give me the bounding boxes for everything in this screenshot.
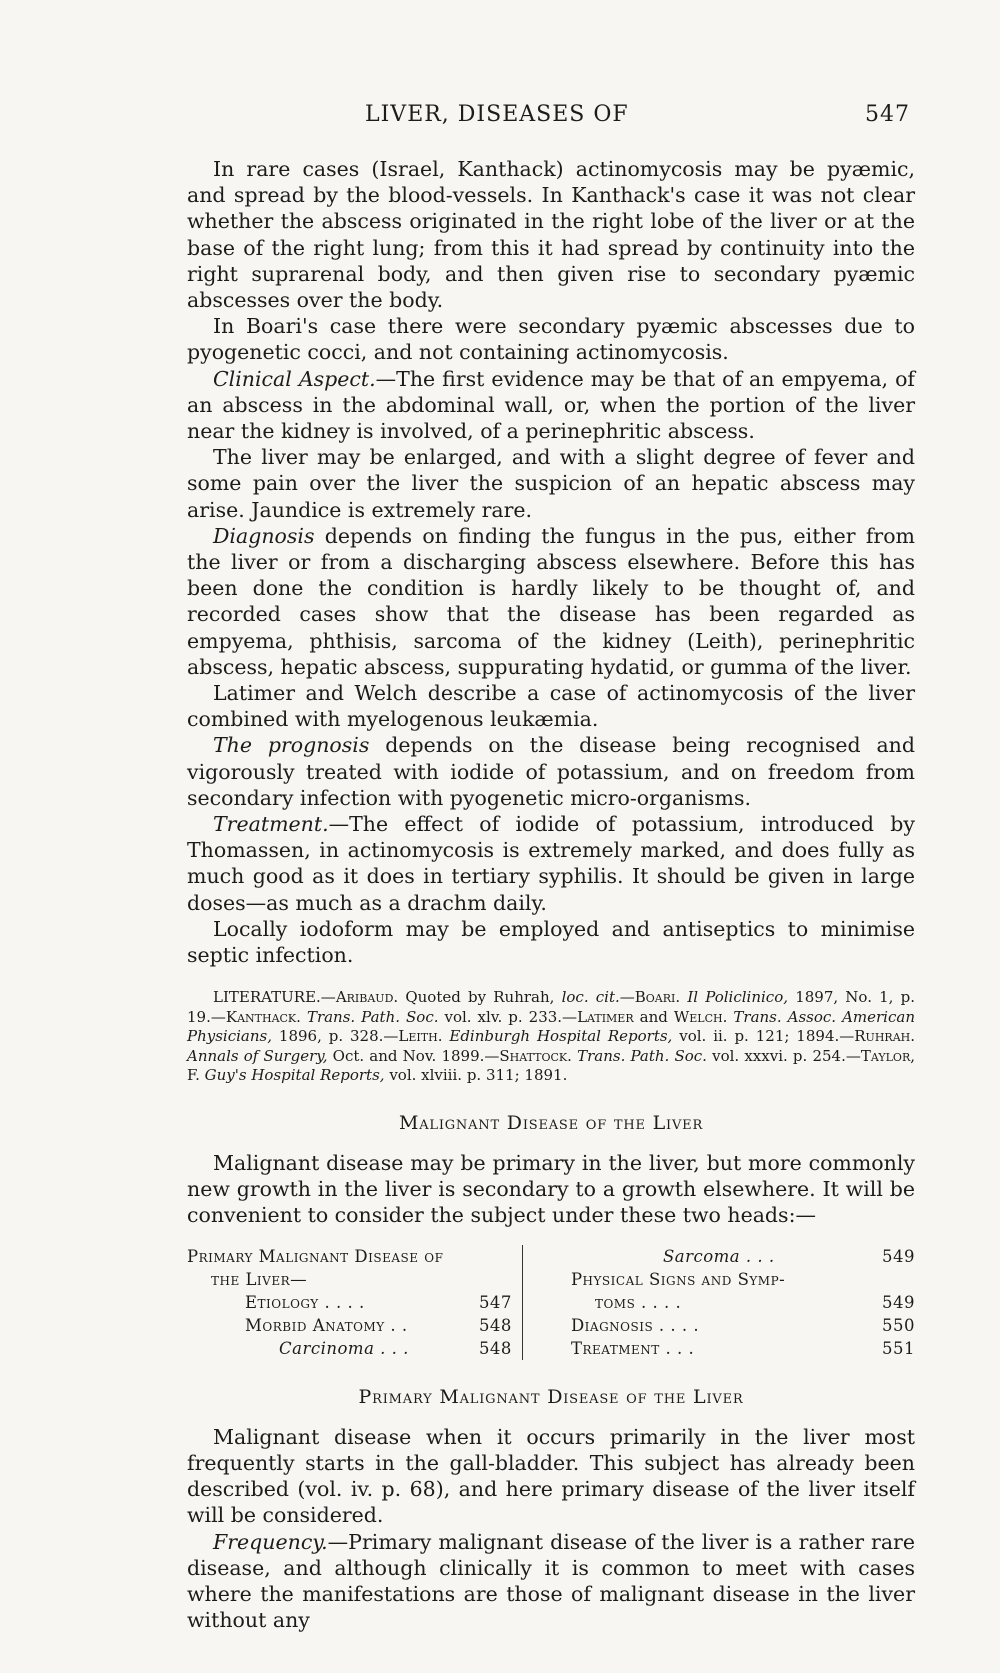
reference-segment: Kanthack. [225,1007,301,1026]
contents-entry-label: Physical Signs and Symp- [570,1269,786,1289]
reference-segment: Shattock. [499,1046,572,1065]
reference-segment: Edinburgh Hospital Reports, [449,1027,673,1046]
paragraph: In Boari's case there were secondary pyæmic abscesses due to pyogenetic cocci, and not containing actinomycosis. [187,314,915,365]
reference-segment: 1896, p. 328.— [272,1027,399,1046]
reference-segment: vol. xlv. p. 233.— [438,1007,578,1026]
contents-entry [187,1291,512,1314]
page-body [187,156,915,1633]
reference-segment: Boari. [634,988,681,1007]
paragraph: In rare cases (Israel, Kanthack) actinomycosis may be pyæmic, and spread by the blood-vessels. In Kanthack's case it was not clear whether the abscess originated in the right lobe of the liver or at the base of the right lung; from this it had spread by continuity into the right suprarenal body, and then given rise to secondary pyæmic abscesses over the body. [187,157,915,313]
contents-entry-page: 547 [478,1292,512,1312]
paragraph: Malignant disease when it occurs primarily in the liver most frequently starts in the gall-bladder. This subject has already been described (vol. iv. p. 68), and here primary disease of the liver itself will be considered. [187,1424,915,1528]
contents-entry-label: Morbid Anatomy . . [245,1315,408,1335]
contents-entry [187,1337,512,1360]
paragraph-text: —The first evidence may be that of an empyema, of an abscess in the abdominal wall, or, when the portion of the liver near the kidney is involved, of a perinephritic abscess. [187,366,915,444]
contents-entry-page: 548 [478,1338,512,1358]
contents-entry [571,1291,915,1314]
paragraph: The liver may be enlarged, and with a slight degree of fever and some pain over the liver the suspicion of an hepatic abscess may arise. Jaundice is extremely rare. [187,445,915,522]
contents-entry-label: Etiology . . . . [245,1292,365,1312]
contents-entry [571,1314,915,1337]
paragraph-text: depends on the disease being recognised and vigorously treated with iodide of potassium, and on freedom from secondary infection with pyogenetic micro-organisms. [187,733,915,810]
reference-segment: Aribaud. [335,988,399,1007]
page-number: 547 [865,102,910,127]
paragraph: Locally iodoform may be employed and antiseptics to minimise septic infection. [187,916,915,968]
reference-segment: Guy's Hospital Reports, [204,1066,385,1085]
contents-entry [187,1245,512,1268]
reference-segment: Trans. Path. Soc. [306,1007,439,1026]
reference-segment: Quoted by Ruhrah, [398,988,562,1007]
contents-entry [187,1268,512,1291]
reference-segment: loc. cit. [561,988,620,1007]
reference-segment: 1897, No. 1, p. 19.— [187,988,915,1026]
contents-entry-label: Diagnosis . . . . [570,1315,700,1335]
contents-entry-label: Sarcoma . . . [662,1246,775,1266]
paragraph-text: depends on finding the fungus in the pus, either from the liver or from a discharging abscess elsewhere. Before this has been done the condition is hardly likely to be thought of, and recorded cases show that the disease has been regarded as empyema, phthisis, sarcoma of the kidney (Leith), perinephritic abscess, hepatic abscess, suppurating hydatid, or gumma of the liver. [187,523,915,679]
reference-segment: Welch. [673,1007,728,1026]
paragraph [187,523,915,680]
contents-column-left [187,1245,523,1360]
contents-entry-label: toms . . . . [594,1292,682,1312]
contents-entry [571,1337,915,1360]
contents-entry-label: Treatment . . . [570,1338,695,1358]
paragraph [187,732,915,811]
contents-entry-page: 549 [882,1246,915,1266]
reference-segment: LITERATURE.— [213,988,336,1007]
paragraph-heading: Frequency. [213,1529,328,1554]
contents-entry-label: the Liver— [211,1269,308,1289]
section-heading: Primary Malignant Disease of the Liver [358,1385,744,1408]
paragraph-heading: Clinical Aspect. [213,366,376,391]
reference-segment: Il Policlinico, [687,988,789,1007]
contents-table [187,1245,915,1360]
reference-segment: Trans. Path. Soc. [577,1046,707,1065]
reference-segment: Latimer [577,1007,634,1026]
reference-segment: Leith. [398,1027,443,1046]
paragraph [187,1529,915,1634]
contents-entry-page: 550 [882,1315,915,1335]
contents-entry-page: 548 [478,1315,512,1335]
reference-segment: Oct. and Nov. 1899.— [327,1046,500,1065]
literature-references [187,988,915,1086]
contents-entry-label: Primary Malignant Disease of [187,1246,444,1266]
reference-segment: — [619,988,635,1007]
reference-segment: vol. xxxvi. p. 254.— [706,1046,861,1065]
reference-segment: vol. ii. p. 121; 1894.— [672,1027,855,1046]
page-title: LIVER, DISEASES OF [365,102,629,127]
contents-entry [187,1314,512,1337]
section-heading: Malignant Disease of the Liver [398,1111,704,1134]
contents-entry [571,1268,915,1291]
contents-entry [571,1245,915,1268]
reference-segment: vol. xlviii. p. 311; 1891. [384,1066,568,1085]
contents-entry-page: 551 [882,1338,915,1358]
contents-entry-label: Carcinoma . . . [279,1338,409,1358]
contents-column-right [523,1245,915,1360]
paragraph: Malignant disease may be primary in the liver, but more commonly new growth in the liver is secondary to a growth elsewhere. It will be convenient to consider the subject under these two heads:— [187,1151,915,1228]
paragraph-heading: The prognosis [213,733,370,758]
reference-segment: Annals of Surgery, [187,1046,328,1065]
reference-segment: Taylor, F. [187,1046,915,1085]
contents-entry-page: 549 [882,1292,915,1312]
paragraph-text: —Primary malignant disease of the liver is a rather rare disease, and although clinically it is common to meet with cases where the manifestations are those of malignant disease in the liver without any [187,1529,915,1633]
paragraph [187,811,915,916]
paragraph-text: —The effect of iodide of potassium, introduced by Thomassen, in actinomycosis is extremely marked, and does fully as much good as it does in tertiary syphilis. It should be given in large doses—as much as a drachm daily. [187,812,915,915]
paragraph-heading: Diagnosis [213,523,315,548]
reference-segment: and [633,1007,674,1026]
reference-segment: Trans. Assoc. American Physicians, [187,1007,915,1046]
reference-segment: Ruhrah. [854,1027,916,1046]
paragraph: Latimer and Welch describe a case of actinomycosis of the liver combined with myelogenous leukæmia. [187,681,915,732]
paragraph [187,366,915,445]
paragraph-heading: Treatment. [213,812,329,837]
